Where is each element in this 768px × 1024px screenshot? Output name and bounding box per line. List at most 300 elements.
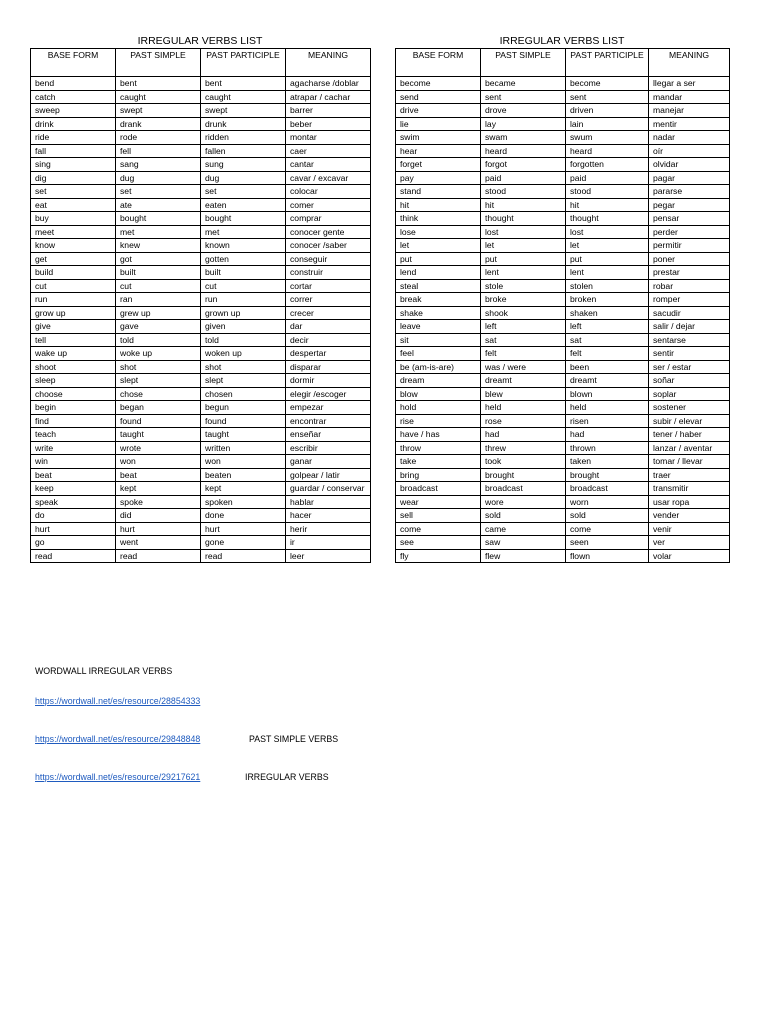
- meaning-cell: colocar: [286, 185, 371, 199]
- past-participle-cell: known: [201, 239, 286, 253]
- base-form-cell: sit: [396, 333, 481, 347]
- meaning-cell: poner: [649, 252, 730, 266]
- base-form-cell: steal: [396, 279, 481, 293]
- past-participle-cell: grown up: [201, 306, 286, 320]
- base-form-cell: broadcast: [396, 482, 481, 496]
- past-simple-cell: felt: [481, 347, 566, 361]
- past-participle-cell: spoken: [201, 495, 286, 509]
- header-past-simple: PAST SIMPLE: [481, 49, 566, 77]
- past-participle-cell: swept: [201, 104, 286, 118]
- link-row: [35, 734, 339, 744]
- table-row: [396, 185, 730, 199]
- table-row: [31, 198, 371, 212]
- past-simple-cell: was / were: [481, 360, 566, 374]
- base-form-cell: sleep: [31, 374, 116, 388]
- past-simple-cell: beat: [116, 468, 201, 482]
- table-row: [396, 428, 730, 442]
- past-participle-cell: sung: [201, 158, 286, 172]
- past-participle-cell: dug: [201, 171, 286, 185]
- past-participle-cell: forgotten: [566, 158, 649, 172]
- link-row: [35, 696, 200, 706]
- wordwall-link[interactable]: https://wordwall.net/es/resource/29848848: [35, 734, 201, 744]
- base-form-cell: take: [396, 455, 481, 469]
- meaning-cell: construir: [286, 266, 371, 280]
- base-form-cell: rise: [396, 414, 481, 428]
- past-participle-cell: risen: [566, 414, 649, 428]
- meaning-cell: traer: [649, 468, 730, 482]
- wordwall-link[interactable]: https://wordwall.net/es/resource/29217621: [35, 772, 201, 782]
- past-simple-cell: got: [116, 252, 201, 266]
- past-simple-cell: rose: [481, 414, 566, 428]
- table-row: [31, 482, 371, 496]
- past-participle-cell: had: [566, 428, 649, 442]
- table-row: [396, 360, 730, 374]
- past-participle-cell: stood: [566, 185, 649, 199]
- past-participle-cell: run: [201, 293, 286, 307]
- base-form-cell: grow up: [31, 306, 116, 320]
- past-participle-cell: shaken: [566, 306, 649, 320]
- base-form-cell: keep: [31, 482, 116, 496]
- base-form-cell: shoot: [31, 360, 116, 374]
- meaning-cell: subir / elevar: [649, 414, 730, 428]
- meaning-cell: dormir: [286, 374, 371, 388]
- meaning-cell: ser / estar: [649, 360, 730, 374]
- past-simple-cell: forgot: [481, 158, 566, 172]
- table-row: [31, 495, 371, 509]
- base-form-cell: dream: [396, 374, 481, 388]
- base-form-cell: sing: [31, 158, 116, 172]
- meaning-cell: hacer: [286, 509, 371, 523]
- meaning-cell: pegar: [649, 198, 730, 212]
- past-participle-cell: hit: [566, 198, 649, 212]
- past-simple-cell: shot: [116, 360, 201, 374]
- past-simple-cell: spoke: [116, 495, 201, 509]
- left-verbs-block: [30, 34, 370, 563]
- table-row: [31, 333, 371, 347]
- past-simple-cell: set: [116, 185, 201, 199]
- past-participle-cell: done: [201, 509, 286, 523]
- past-simple-cell: drank: [116, 117, 201, 131]
- meaning-cell: tomar / llevar: [649, 455, 730, 469]
- past-simple-cell: grew up: [116, 306, 201, 320]
- base-form-cell: break: [396, 293, 481, 307]
- base-form-cell: hit: [396, 198, 481, 212]
- past-participle-cell: built: [201, 266, 286, 280]
- table-row: [31, 117, 371, 131]
- wordwall-link[interactable]: https://wordwall.net/es/resource/28854333: [35, 696, 201, 706]
- table-row: [396, 333, 730, 347]
- past-participle-cell: sat: [566, 333, 649, 347]
- past-participle-cell: blown: [566, 387, 649, 401]
- meaning-cell: hablar: [286, 495, 371, 509]
- past-participle-cell: fallen: [201, 144, 286, 158]
- past-participle-cell: woken up: [201, 347, 286, 361]
- base-form-cell: begin: [31, 401, 116, 415]
- table-row: [396, 387, 730, 401]
- right-verbs-table: [395, 48, 730, 563]
- meaning-cell: cantar: [286, 158, 371, 172]
- meaning-cell: enseñar: [286, 428, 371, 442]
- table-row: [396, 266, 730, 280]
- table-row: [396, 320, 730, 334]
- past-simple-cell: did: [116, 509, 201, 523]
- base-form-cell: know: [31, 239, 116, 253]
- base-form-cell: be (am-is-are): [396, 360, 481, 374]
- table-row: [31, 158, 371, 172]
- right-verbs-block: [395, 34, 729, 563]
- base-form-cell: sell: [396, 509, 481, 523]
- table-row: [396, 225, 730, 239]
- table-row: [396, 468, 730, 482]
- table-row: [31, 144, 371, 158]
- past-simple-cell: won: [116, 455, 201, 469]
- table-row: [31, 77, 371, 91]
- base-form-cell: have / has: [396, 428, 481, 442]
- past-simple-cell: blew: [481, 387, 566, 401]
- base-form-cell: stand: [396, 185, 481, 199]
- past-participle-cell: felt: [566, 347, 649, 361]
- base-form-cell: bend: [31, 77, 116, 91]
- past-participle-cell: come: [566, 522, 649, 536]
- base-form-cell: lie: [396, 117, 481, 131]
- link-note: IRREGULAR VERBS: [245, 772, 329, 782]
- past-simple-cell: hurt: [116, 522, 201, 536]
- base-form-cell: read: [31, 549, 116, 563]
- base-form-cell: lend: [396, 266, 481, 280]
- past-participle-cell: held: [566, 401, 649, 415]
- meaning-cell: pagar: [649, 171, 730, 185]
- base-form-cell: send: [396, 90, 481, 104]
- base-form-cell: go: [31, 536, 116, 550]
- past-participle-cell: given: [201, 320, 286, 334]
- base-form-cell: buy: [31, 212, 116, 226]
- table-row: [396, 374, 730, 388]
- meaning-cell: manejar: [649, 104, 730, 118]
- meaning-cell: perder: [649, 225, 730, 239]
- past-participle-cell: told: [201, 333, 286, 347]
- table-row: [396, 252, 730, 266]
- table-row: [31, 104, 371, 118]
- meaning-cell: dar: [286, 320, 371, 334]
- base-form-cell: teach: [31, 428, 116, 442]
- meaning-cell: vender: [649, 509, 730, 523]
- table-row: [396, 306, 730, 320]
- left-verbs-table: [30, 48, 371, 563]
- past-participle-cell: sold: [566, 509, 649, 523]
- past-simple-cell: held: [481, 401, 566, 415]
- past-participle-cell: seen: [566, 536, 649, 550]
- past-simple-cell: told: [116, 333, 201, 347]
- past-simple-cell: came: [481, 522, 566, 536]
- table-row: [396, 455, 730, 469]
- past-simple-cell: sat: [481, 333, 566, 347]
- base-form-cell: become: [396, 77, 481, 91]
- past-simple-cell: fell: [116, 144, 201, 158]
- past-participle-cell: let: [566, 239, 649, 253]
- past-simple-cell: built: [116, 266, 201, 280]
- table-row: [31, 374, 371, 388]
- base-form-cell: write: [31, 441, 116, 455]
- header-meaning: MEANING: [649, 49, 730, 77]
- meaning-cell: romper: [649, 293, 730, 307]
- base-form-cell: win: [31, 455, 116, 469]
- past-simple-cell: broke: [481, 293, 566, 307]
- base-form-cell: blow: [396, 387, 481, 401]
- table-row: [31, 536, 371, 550]
- table-row: [396, 279, 730, 293]
- header-past-simple: PAST SIMPLE: [116, 49, 201, 77]
- past-participle-cell: driven: [566, 104, 649, 118]
- past-participle-cell: worn: [566, 495, 649, 509]
- past-simple-cell: sang: [116, 158, 201, 172]
- base-form-cell: feel: [396, 347, 481, 361]
- base-form-cell: build: [31, 266, 116, 280]
- meaning-cell: cavar / excavar: [286, 171, 371, 185]
- base-form-cell: sweep: [31, 104, 116, 118]
- past-participle-cell: beaten: [201, 468, 286, 482]
- past-simple-cell: drove: [481, 104, 566, 118]
- past-participle-cell: shot: [201, 360, 286, 374]
- past-simple-cell: stole: [481, 279, 566, 293]
- past-simple-cell: stood: [481, 185, 566, 199]
- base-form-cell: leave: [396, 320, 481, 334]
- base-form-cell: think: [396, 212, 481, 226]
- table-row: [31, 266, 371, 280]
- past-participle-cell: found: [201, 414, 286, 428]
- past-simple-cell: went: [116, 536, 201, 550]
- meaning-cell: despertar: [286, 347, 371, 361]
- table-row: [396, 549, 730, 563]
- table-row: [396, 144, 730, 158]
- past-simple-cell: dug: [116, 171, 201, 185]
- table-row: [396, 536, 730, 550]
- meaning-cell: conocer gente: [286, 225, 371, 239]
- past-participle-cell: become: [566, 77, 649, 91]
- meaning-cell: ver: [649, 536, 730, 550]
- past-participle-cell: put: [566, 252, 649, 266]
- past-simple-cell: knew: [116, 239, 201, 253]
- meaning-cell: sostener: [649, 401, 730, 415]
- past-participle-cell: heard: [566, 144, 649, 158]
- meaning-cell: beber: [286, 117, 371, 131]
- base-form-cell: put: [396, 252, 481, 266]
- base-form-cell: speak: [31, 495, 116, 509]
- meaning-cell: ganar: [286, 455, 371, 469]
- table-row: [31, 522, 371, 536]
- table-row: [31, 185, 371, 199]
- table-row: [396, 212, 730, 226]
- meaning-cell: comer: [286, 198, 371, 212]
- past-simple-cell: ate: [116, 198, 201, 212]
- past-participle-cell: swum: [566, 131, 649, 145]
- past-simple-cell: paid: [481, 171, 566, 185]
- table-row: [396, 522, 730, 536]
- meaning-cell: herir: [286, 522, 371, 536]
- meaning-cell: decir: [286, 333, 371, 347]
- header-base-form: BASE FORM: [396, 49, 481, 77]
- base-form-cell: ride: [31, 131, 116, 145]
- past-simple-cell: flew: [481, 549, 566, 563]
- base-form-cell: shake: [396, 306, 481, 320]
- meaning-cell: escribir: [286, 441, 371, 455]
- table-row: [396, 171, 730, 185]
- past-participle-cell: gotten: [201, 252, 286, 266]
- past-participle-cell: thrown: [566, 441, 649, 455]
- base-form-cell: bring: [396, 468, 481, 482]
- meaning-cell: guardar / conservar: [286, 482, 371, 496]
- meaning-cell: crecer: [286, 306, 371, 320]
- meaning-cell: usar ropa: [649, 495, 730, 509]
- meaning-cell: soñar: [649, 374, 730, 388]
- meaning-cell: conseguir: [286, 252, 371, 266]
- past-simple-cell: found: [116, 414, 201, 428]
- past-simple-cell: dreamt: [481, 374, 566, 388]
- past-simple-cell: swept: [116, 104, 201, 118]
- base-form-cell: come: [396, 522, 481, 536]
- base-form-cell: fall: [31, 144, 116, 158]
- past-participle-cell: paid: [566, 171, 649, 185]
- table-row: [396, 347, 730, 361]
- past-participle-cell: lain: [566, 117, 649, 131]
- past-participle-cell: bought: [201, 212, 286, 226]
- past-simple-cell: lent: [481, 266, 566, 280]
- past-participle-cell: won: [201, 455, 286, 469]
- past-simple-cell: lost: [481, 225, 566, 239]
- meaning-cell: encontrar: [286, 414, 371, 428]
- meaning-cell: sentarse: [649, 333, 730, 347]
- meaning-cell: mandar: [649, 90, 730, 104]
- past-participle-cell: caught: [201, 90, 286, 104]
- past-participle-cell: brought: [566, 468, 649, 482]
- table-row: [396, 414, 730, 428]
- meaning-cell: barrer: [286, 104, 371, 118]
- past-simple-cell: brought: [481, 468, 566, 482]
- past-simple-cell: heard: [481, 144, 566, 158]
- table-row: [31, 293, 371, 307]
- past-participle-cell: drunk: [201, 117, 286, 131]
- table-row: [31, 455, 371, 469]
- past-participle-cell: begun: [201, 401, 286, 415]
- table-row: [31, 468, 371, 482]
- base-form-cell: hurt: [31, 522, 116, 536]
- right-table-title: IRREGULAR VERBS LIST: [499, 35, 625, 47]
- table-row: [396, 90, 730, 104]
- base-form-cell: do: [31, 509, 116, 523]
- past-simple-cell: put: [481, 252, 566, 266]
- left-table-title: IRREGULAR VERBS LIST: [137, 35, 263, 47]
- past-simple-cell: wrote: [116, 441, 201, 455]
- table-row: [31, 509, 371, 523]
- base-form-cell: meet: [31, 225, 116, 239]
- base-form-cell: lose: [396, 225, 481, 239]
- table-row: [396, 509, 730, 523]
- header-meaning: MEANING: [286, 49, 371, 77]
- table-row: [31, 252, 371, 266]
- past-simple-cell: let: [481, 239, 566, 253]
- past-simple-cell: gave: [116, 320, 201, 334]
- link-note: PAST SIMPLE VERBS: [249, 734, 339, 744]
- table-row: [31, 347, 371, 361]
- meaning-cell: llegar a ser: [649, 77, 730, 91]
- table-row: [31, 239, 371, 253]
- past-simple-cell: saw: [481, 536, 566, 550]
- table-row: [31, 225, 371, 239]
- table-row: [31, 387, 371, 401]
- meaning-cell: prestar: [649, 266, 730, 280]
- past-participle-cell: lost: [566, 225, 649, 239]
- header-past-participle: PAST PARTICIPLE: [201, 49, 286, 77]
- meaning-cell: leer: [286, 549, 371, 563]
- past-participle-cell: chosen: [201, 387, 286, 401]
- past-participle-cell: cut: [201, 279, 286, 293]
- past-participle-cell: broadcast: [566, 482, 649, 496]
- table-row: [396, 131, 730, 145]
- table-row: [396, 441, 730, 455]
- past-participle-cell: left: [566, 320, 649, 334]
- past-participle-cell: taught: [201, 428, 286, 442]
- table-row: [396, 482, 730, 496]
- past-participle-cell: bent: [201, 77, 286, 91]
- meaning-cell: conocer /saber: [286, 239, 371, 253]
- past-simple-cell: slept: [116, 374, 201, 388]
- table-row: [31, 90, 371, 104]
- base-form-cell: give: [31, 320, 116, 334]
- meaning-cell: disparar: [286, 360, 371, 374]
- past-simple-cell: taught: [116, 428, 201, 442]
- past-participle-cell: met: [201, 225, 286, 239]
- meaning-cell: tener / haber: [649, 428, 730, 442]
- meaning-cell: correr: [286, 293, 371, 307]
- header-past-participle: PAST PARTICIPLE: [566, 49, 649, 77]
- meaning-cell: elegir /escoger: [286, 387, 371, 401]
- past-participle-cell: been: [566, 360, 649, 374]
- meaning-cell: robar: [649, 279, 730, 293]
- base-form-cell: choose: [31, 387, 116, 401]
- meaning-cell: ir: [286, 536, 371, 550]
- base-form-cell: drink: [31, 117, 116, 131]
- past-participle-cell: kept: [201, 482, 286, 496]
- base-form-cell: get: [31, 252, 116, 266]
- past-simple-cell: ran: [116, 293, 201, 307]
- past-participle-cell: thought: [566, 212, 649, 226]
- meaning-cell: pensar: [649, 212, 730, 226]
- past-participle-cell: sent: [566, 90, 649, 104]
- table-row: [31, 428, 371, 442]
- table-row: [31, 414, 371, 428]
- past-participle-cell: stolen: [566, 279, 649, 293]
- meaning-cell: permitir: [649, 239, 730, 253]
- table-row: [31, 306, 371, 320]
- table-row: [396, 158, 730, 172]
- base-form-cell: drive: [396, 104, 481, 118]
- past-participle-cell: slept: [201, 374, 286, 388]
- table-row: [31, 549, 371, 563]
- base-form-cell: forget: [396, 158, 481, 172]
- meaning-cell: venir: [649, 522, 730, 536]
- base-form-cell: set: [31, 185, 116, 199]
- past-simple-cell: became: [481, 77, 566, 91]
- past-simple-cell: rode: [116, 131, 201, 145]
- base-form-cell: wake up: [31, 347, 116, 361]
- base-form-cell: beat: [31, 468, 116, 482]
- past-simple-cell: hit: [481, 198, 566, 212]
- base-form-cell: throw: [396, 441, 481, 455]
- past-simple-cell: cut: [116, 279, 201, 293]
- table-row: [31, 441, 371, 455]
- past-participle-cell: taken: [566, 455, 649, 469]
- base-form-cell: dig: [31, 171, 116, 185]
- past-participle-cell: eaten: [201, 198, 286, 212]
